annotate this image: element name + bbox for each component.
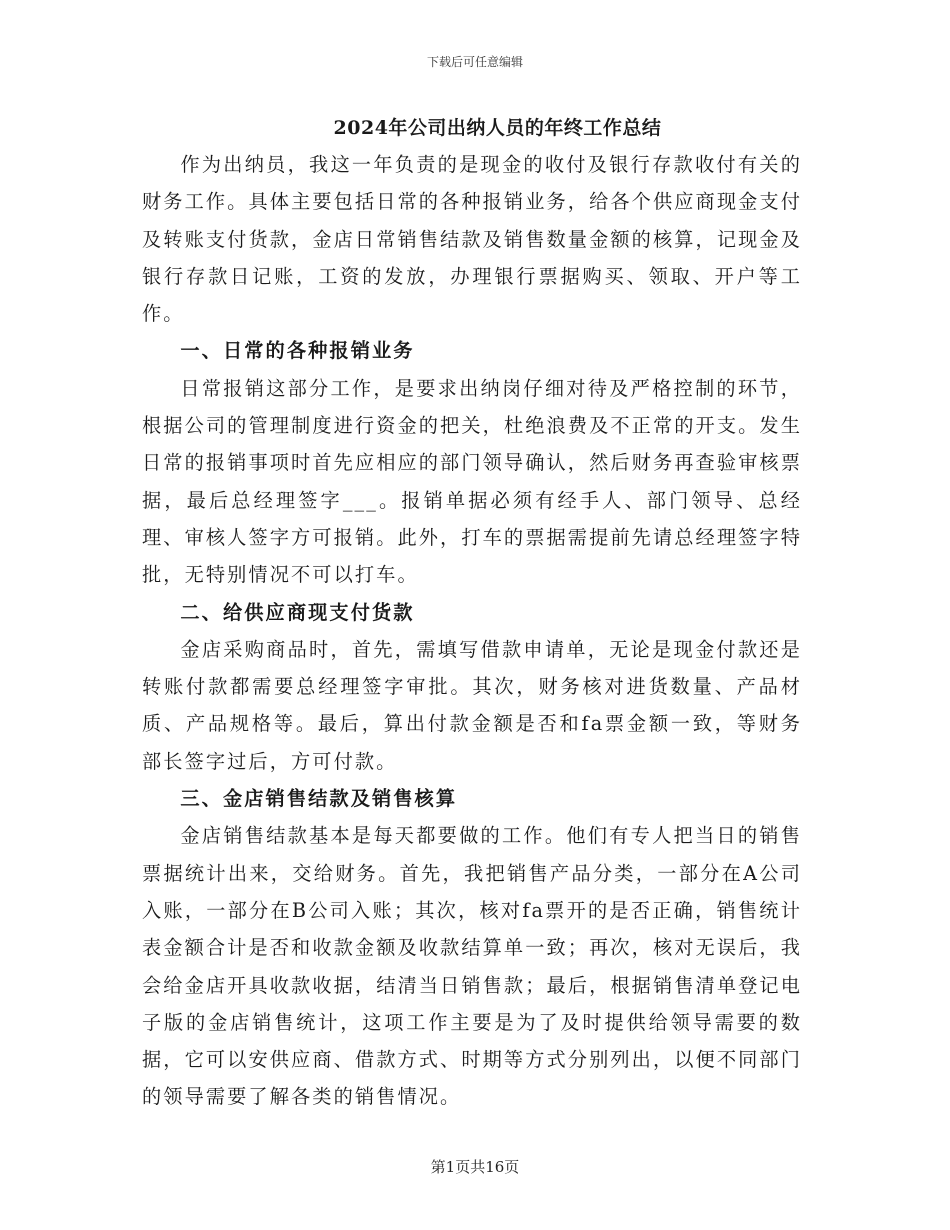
section-paragraph: 金店销售结款基本是每天都要做的工作。他们有专人把当日的销售票据统计出来，交给财务。首先，我把销售产品分类，一部分在A公司入账，一部分在B公司入账；其次，核对fa票开的是否正确，销售统计表金额合计是否和收款金额及收款结算单一致；再次，核对无误后，我会给金店开具收款收据，结清当日销售款；最后，根据销售清单登记电子版的金店销售统计，这项工作主要是为了及时提供给领导需要的数据，它可以安供应商、借款方式、时期等方式分别列出，以便不同部门的领导需要了解各类的销售情况。 <box>142 824 802 1109</box>
section-heading: 二、给供应商现支付货款 <box>180 600 415 624</box>
section-paragraph: 金店采购商品时，首先，需填写借款申请单，无论是现金付款还是转账付款都需要总经理签字审批。其次，财务核对进货数量、产品材质、产品规格等。最后，算出付款金额是否和fa票金额一致，等财务部长签字过后，方可付款。 <box>142 637 802 773</box>
header-note: 下载后可任意编辑 <box>426 55 523 69</box>
section-heading: 三、金店销售结款及销售核算 <box>180 787 458 811</box>
section-heading: 一、日常的各种报销业务 <box>180 339 415 363</box>
page-number: 第1页共16页 <box>430 1158 520 1176</box>
section-paragraph: 日常报销这部分工作，是要求出纳岗仔细对待及严格控制的环节，根据公司的管理制度进行资金的把关，杜绝浪费及不正常的开支。发生日常的报销事项时首先应相应的部门领导确认，然后财务再查验审核票据，最后总经理签字___。报销单据必须有经手人、部门领导、总经理、审核人签字方可报销。此外，打车的票据需提前先请总经理签字特批，无特别情况不可以打车。 <box>142 376 802 587</box>
intro-paragraph: 作为出纳员，我这一年负责的是现金的收付及银行存款收付有关的财务工作。具体主要包括日常的各种报销业务，给各个供应商现金支付及转账支付货款，金店日常销售结款及销售数量金额的核算，记现金及银行存款日记账，工资的发放，办理银行票据购买、领取、开户等工作。 <box>142 153 802 326</box>
document-body <box>142 146 802 1116</box>
document-title: 2024年公司出纳人员的年终工作总结 <box>333 117 662 139</box>
